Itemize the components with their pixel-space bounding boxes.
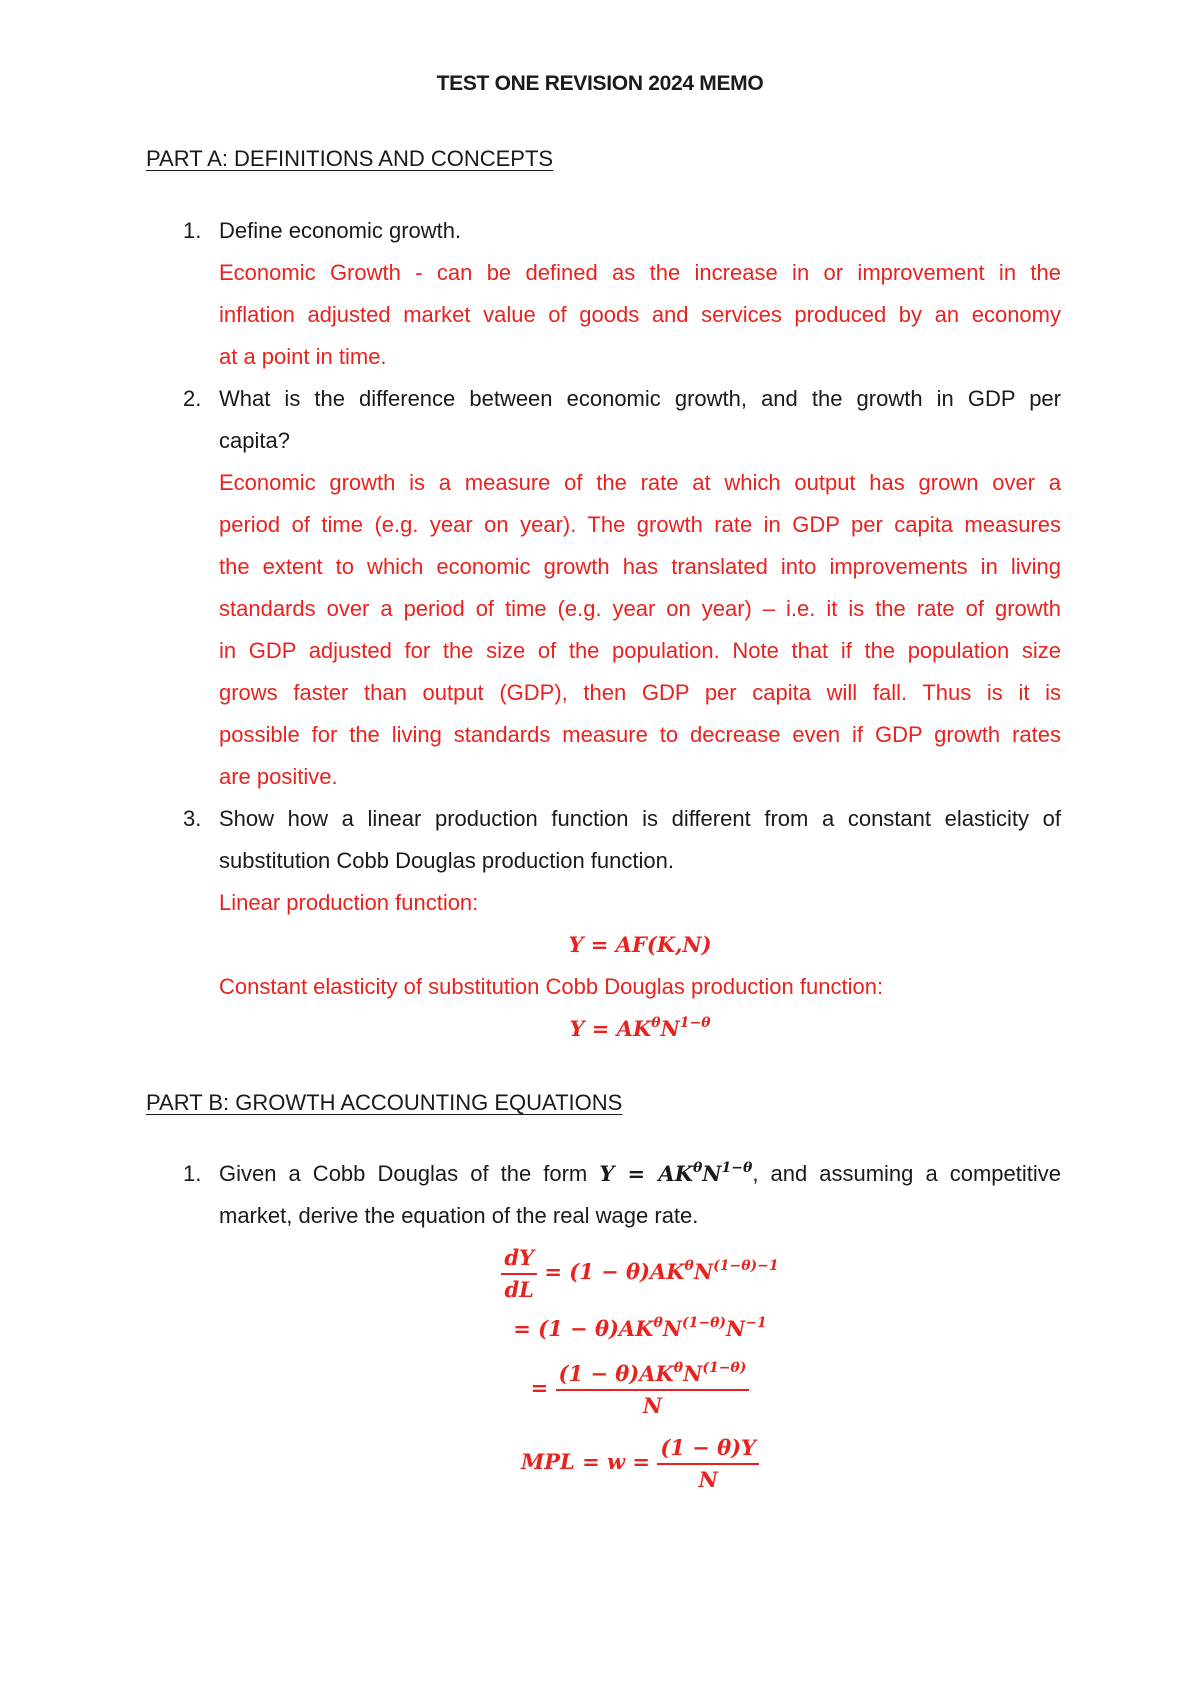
answer-line: Economic growth is a measure of the rate at which output has grown over a	[219, 470, 1061, 495]
answer-line: the extent to which economic growth has translated into improvements in living	[219, 554, 1061, 579]
question-text: market, derive the equation of the real wage rate.	[219, 1203, 699, 1228]
ces-equation: $Y = AK^\theta N^{1-\theta}$	[569, 1015, 711, 1041]
answer-line: at a point in time.	[219, 344, 387, 369]
part-b-heading: PART B: GROWTH ACCOUNTING EQUATIONS	[146, 1090, 623, 1115]
question-number: 3.	[183, 806, 202, 831]
question-text: Show how a linear production function is different from a constant elasticity of	[219, 806, 1061, 831]
question-number: 1.	[183, 218, 202, 243]
question-text: Define economic growth.	[219, 218, 462, 243]
question-text: substitution Cobb Douglas production function.	[219, 848, 674, 873]
derivation-step-4: MPL = w = $\frac{(1 - \theta)Y}{N}$	[219, 1432, 1061, 1493]
question-text: Given a Cobb Douglas of the form $Y = AK^\theta N^{1-\theta}$, and assuming a competitive	[219, 1160, 1061, 1186]
part-a-heading: PART A: DEFINITIONS AND CONCEPTS	[146, 146, 554, 171]
linear-equation: Y = AF(K,N)	[568, 932, 712, 957]
answer-line: grows faster than output (GDP), then GDP per capita will fall. Thus is it is	[219, 680, 1061, 705]
question-text: What is the difference between economic growth, and the growth in GDP per	[219, 386, 1061, 411]
derivation-step-1: $\frac{dY}{dL}$ = $(1 - \theta)AK^\theta N^{(1-\theta)-1}$	[219, 1244, 1061, 1303]
question-number: 2.	[183, 386, 202, 411]
document-title: TEST ONE REVISION 2024 MEMO	[436, 72, 764, 95]
derivation-step-2: = $(1 - \theta)AK^\theta N^{(1-\theta)}N^{-1}$	[513, 1315, 767, 1341]
answer-line: Economic Growth - can be defined as the increase in or improvement in the	[219, 260, 1061, 285]
answer-line: in GDP adjusted for the size of the population. Note that if the population size	[219, 638, 1061, 663]
answer-label: Linear production function:	[219, 890, 479, 915]
derivation-step-3: = $\frac{(1 - \theta)AK^\theta N^{(1-\theta)}}{N}$	[219, 1358, 1061, 1419]
question-number: 1.	[183, 1161, 202, 1186]
answer-line: standards over a period of time (e.g. year on year) – i.e. it is the rate of growth	[219, 596, 1061, 621]
answer-line: are positive.	[219, 764, 338, 789]
answer-label: Constant elasticity of substitution Cobb Douglas production function:	[219, 974, 884, 999]
question-text: capita?	[219, 428, 290, 453]
answer-line: period of time (e.g. year on year). The growth rate in GDP per capita measures	[219, 512, 1061, 537]
answer-line: inflation adjusted market value of goods and services produced by an economy	[219, 302, 1061, 327]
answer-line: possible for the living standards measure to decrease even if GDP growth rates	[219, 722, 1061, 747]
